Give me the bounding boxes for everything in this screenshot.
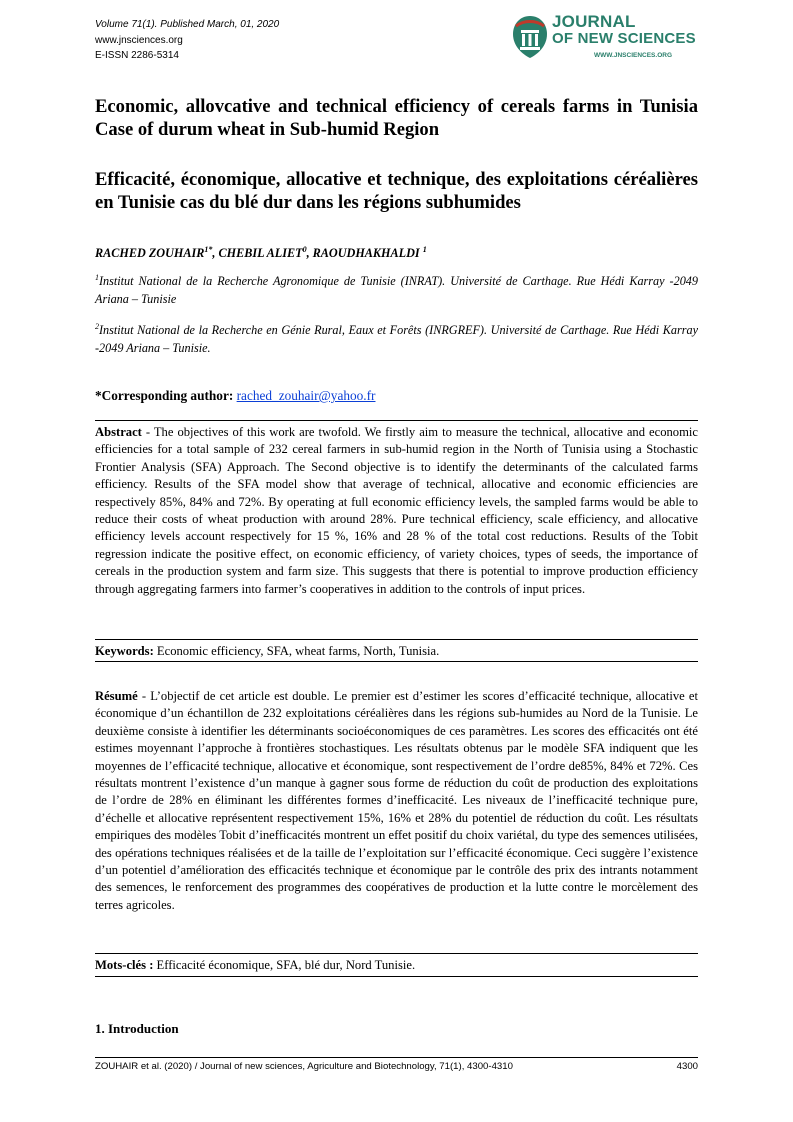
footer-citation: ZOUHAIR et al. (2020) / Journal of new sciences, Agriculture and Biotechnology, 71(1), 4300-4310 xyxy=(95,1061,513,1072)
page-number: 4300 xyxy=(676,1061,698,1072)
logo-url: WWW.JNSCIENCES.ORG xyxy=(594,52,673,59)
author-1-affil: 1* xyxy=(204,245,213,254)
divider xyxy=(95,639,698,640)
divider xyxy=(95,661,698,662)
resume-label: Résumé xyxy=(95,689,138,703)
mots-cles-label: Mots-clés : xyxy=(95,958,154,972)
logo-line1: JOURNAL xyxy=(552,12,636,31)
affiliation-2 xyxy=(95,318,698,357)
abstract-text: - The objectives of this work are twofold. We firstly aim to measure the technical, allocative and economic efficiencies for a total sample of 232 cereal farmers in sub-humid region in the North of Tunisia using a Stochastic Frontier Analysis (SFA) Approach. The Second objective is to identify the determinants of the calculated farms efficiency. Results of the SFA model show that average of technical, allocative and economic efficiencies are respectively 85%, 84% and 72%. By operating at full economic efficiency levels, the sampled farms would be able to reduce their costs of wheat production with around 28%. Pure technical efficiency, scale efficiency, and allocative efficiency levels account respectively for 15 %, 16% and 28 % of the total cost reductions. Results of the Tobit regression indicate the positive effect, on economic efficiency, of variety choices, types of seeds, the importance of cereals in the production system and farm size. This suggests that there is potential to improve production efficiency through aggregating farmers into farmer’s cooperatives in addition to the controls of input prices. xyxy=(95,425,698,596)
logo-line2: OF NEW SCIENCES xyxy=(552,30,696,47)
divider xyxy=(95,420,698,421)
affiliation-1 xyxy=(95,269,698,308)
author-2: , CHEBIL ALIET xyxy=(212,246,303,261)
resume-text: - L’objectif de cet article est double. Le premier est d’estimer les scores d’efficacité technique, allocative et économique d’un échantillon de 232 exploitations céréalières dans les régions sub-humides au Nord de la Tunisie. Le deuxième consiste à identifier les déterminants socioéconomiques de ces paramètres. Les scores des efficacités ont été estimes moyennant l’approche à frontières stochastiques. Les résultats obtenus par le modèle SFA indiquent que les moyennes de l’efficacité technique, allocative et économique, sont respectivement de l’ordre de85%, 84% et 72%. Ces résultats montrent l’existence d’un manque à gagner sous forme de réduction du coût de production des exploitations de l’ordre de 28% en éliminant les différentes formes d’inefficacité. Les niveaux de l’inefficacité technique pure, d’échelle et allocative représentent respectivement 15%, 16% et 28% du potentiel de réduction du coût. Les résultats empiriques des modèles Tobit d’inefficacités montrent un effet positif du choix variétal, du type des semences utilisées, des opérations techniques réalisées et de la taille de l’exploitation sur l’efficacité économique. Ceci suggère l’existence d’un potentiel d’amélioration des efficacités technique et économique par le contrôle des prix des intrants notamment des semences, le renforcement des programmes des coopératives de production et la lutte contre le morcèlement des terres agricoles. xyxy=(95,689,698,912)
journal-emblem-icon xyxy=(510,14,550,60)
author-2-affil: 0 xyxy=(302,245,307,254)
paper-title-french: Efficacité, économique, allocative et technique, des exploitations céréalières en Tunisie cas du blé dur dans les régions subhumides xyxy=(95,169,698,213)
journal-logo-name xyxy=(552,13,696,47)
mots-cles-text: Efficacité économique, SFA, blé dur, Nord Tunisie. xyxy=(153,958,416,972)
keywords-text: Economic efficiency, SFA, wheat farms, North, Tunisia. xyxy=(153,644,440,658)
section-heading-introduction: 1. Introduction xyxy=(95,1021,179,1036)
journal-website: www.jnsciences.org xyxy=(95,34,183,46)
abstract-label: Abstract xyxy=(95,425,142,439)
journal-issn: E-ISSN 2286-5314 xyxy=(95,50,179,61)
journal-header-meta xyxy=(95,17,279,64)
corresponding-author-label: *Corresponding author: xyxy=(95,388,234,403)
keywords xyxy=(95,643,698,660)
page-footer xyxy=(95,1061,698,1072)
corresponding-author xyxy=(95,388,375,404)
abstract xyxy=(95,424,698,598)
author-3: , RAOUDHAKHALDI xyxy=(306,246,423,261)
divider xyxy=(95,953,698,954)
resume xyxy=(95,688,698,914)
author-list xyxy=(95,245,427,261)
footer-divider xyxy=(95,1057,698,1058)
author-3-affil: 1 xyxy=(422,245,427,254)
author-1: RACHED ZOUHAIR xyxy=(95,246,205,261)
mots-cles xyxy=(95,957,698,974)
affiliation-1-text: Institut National de la Recherche Agronomique de Tunisie (INRAT). Université de Carthage. Rue Hédi Karray -2049 Ariana – Tunisie xyxy=(95,274,698,307)
journal-logo xyxy=(508,12,700,68)
affiliation-1-marker: 1 xyxy=(95,273,99,282)
volume-line: Volume 71(1). Published March, 01, 2020 xyxy=(95,19,280,30)
keywords-label: Keywords: xyxy=(95,644,154,658)
affiliation-2-text: Institut National de la Recherche en Génie Rural, Eaux et Forêts (INRGREF). Université de Carthage. Rue Hédi Karray -2049 Ariana – Tunisie. xyxy=(95,323,698,356)
paper-title-english: Economic, allovcative and technical efficiency of cereals farms in Tunisia Case of durum wheat in Sub-humid Region xyxy=(95,96,698,140)
corresponding-author-email-link[interactable]: rached_zouhair@yahoo.fr xyxy=(236,388,376,403)
affiliation-2-marker: 2 xyxy=(95,322,99,331)
divider xyxy=(95,976,698,977)
